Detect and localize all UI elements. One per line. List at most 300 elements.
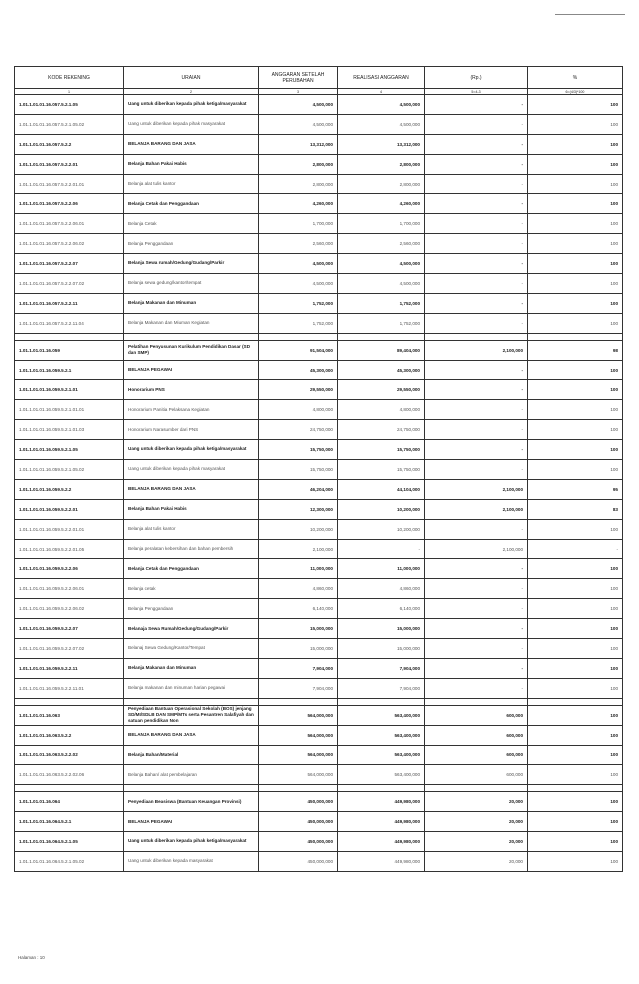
cell-kode: 1.01.1.01.01.16.063.5.2.2.02.06 <box>15 765 124 785</box>
table-row <box>15 519 623 539</box>
header-realisasi: REALISASI ANGGARAN <box>338 67 425 89</box>
cell-kode: 1.01.1.01.01.16.059.5.2.2.07.02 <box>15 639 124 659</box>
cell-anggaran: 4,500,000 <box>259 114 338 134</box>
cell-rp: - <box>425 174 528 194</box>
cell-realisasi: 7,904,000 <box>338 658 425 678</box>
cell-realisasi: 2,800,000 <box>338 174 425 194</box>
cell-anggaran: 1,700,000 <box>259 214 338 234</box>
cell-anggaran: 2,560,000 <box>259 234 338 254</box>
cell-uraian: Belanja Penggandaan <box>124 599 259 619</box>
cell-uraian: Belanja cetak <box>124 579 259 599</box>
cell-pct: 100 <box>528 725 623 745</box>
spacer-cell <box>259 785 338 792</box>
cell-realisasi: 4,800,000 <box>338 400 425 420</box>
budget-table <box>14 66 623 872</box>
cell-kode: 1.01.1.01.01.16.059.5.2.2.06.01 <box>15 579 124 599</box>
cell-realisasi: 563,400,000 <box>338 705 425 725</box>
spacer-cell <box>259 698 338 705</box>
cell-rp: 600,000 <box>425 725 528 745</box>
cell-realisasi: 4,500,000 <box>338 95 425 115</box>
cell-uraian: Belanja Cetak <box>124 214 259 234</box>
header-uraian: URAIAN <box>124 67 259 89</box>
cell-rp: 2,100,000 <box>425 340 528 360</box>
table-row <box>15 154 623 174</box>
cell-rp: - <box>425 400 528 420</box>
table-row <box>15 114 623 134</box>
cell-pct: 100 <box>528 234 623 254</box>
spacer-cell <box>124 333 259 340</box>
cell-anggaran: 450,000,000 <box>259 832 338 852</box>
cell-kode: 1.01.1.01.01.16.063.5.2.2 <box>15 725 124 745</box>
cell-rp: 2,100,000 <box>425 499 528 519</box>
spacer-row <box>15 698 623 705</box>
cell-uraian: Belanaj Sewa Gedung/Kantor/Tempat <box>124 639 259 659</box>
table-row <box>15 460 623 480</box>
cell-kode: 1.01.1.01.01.16.059.5.2.1.05.02 <box>15 460 124 480</box>
cell-realisasi: 449,980,000 <box>338 812 425 832</box>
cell-pct: 100 <box>528 360 623 380</box>
cell-uraian: Belanja Sewa rumah/Gedung/Gudang/Parkir <box>124 254 259 274</box>
cell-rp: 20,000 <box>425 851 528 871</box>
table-row <box>15 313 623 333</box>
cell-kode: 1.01.1.01.01.16.057.5.2.1.05.02 <box>15 114 124 134</box>
cell-rp: - <box>425 274 528 294</box>
cell-kode: 1.01.1.01.01.16.059.5.2.1.01 <box>15 380 124 400</box>
cell-anggaran: 46,204,000 <box>259 479 338 499</box>
cell-realisasi: 2,560,000 <box>338 234 425 254</box>
cell-kode: 1.01.1.01.01.16.057.5.2.2.06.01 <box>15 214 124 234</box>
cell-anggaran: 564,000,000 <box>259 765 338 785</box>
table-body <box>15 95 623 872</box>
cell-realisasi: - <box>338 539 425 559</box>
page-footer: Halaman : 10 <box>18 955 45 960</box>
cell-realisasi: 4,860,000 <box>338 579 425 599</box>
col-num-3: 3 <box>259 89 338 95</box>
cell-pct: 83 <box>528 499 623 519</box>
table-row <box>15 360 623 380</box>
cell-anggaran: 15,750,000 <box>259 460 338 480</box>
cell-anggaran: 2,100,000 <box>259 539 338 559</box>
cell-kode: 1.01.1.01.01.16.057.5.2.2.11 <box>15 293 124 313</box>
cell-anggaran: 13,312,000 <box>259 134 338 154</box>
spacer-cell <box>528 785 623 792</box>
cell-anggaran: 450,000,000 <box>259 792 338 812</box>
cell-pct: 100 <box>528 559 623 579</box>
cell-rp: - <box>425 134 528 154</box>
cell-rp: - <box>425 194 528 214</box>
table-row <box>15 479 623 499</box>
cell-realisasi: 44,104,000 <box>338 479 425 499</box>
cell-kode: 1.01.1.01.01.16.057.5.2.2.06.02 <box>15 234 124 254</box>
cell-uraian: Uang untuk diberikan kepada pihak ketiga/masyarakat <box>124 95 259 115</box>
cell-anggaran: 15,000,000 <box>259 639 338 659</box>
cell-kode: 1.01.1.01.01.16.059.5.2.2.11 <box>15 658 124 678</box>
spacer-cell <box>425 698 528 705</box>
cell-anggaran: 564,000,000 <box>259 745 338 765</box>
cell-kode: 1.01.1.01.01.16.059.5.2.1.01.01 <box>15 400 124 420</box>
cell-uraian: Belanaja Sewa Rumah/Gedung/Gudang/Parkir <box>124 619 259 639</box>
cell-uraian: BELANJA BARANG DAN JASA <box>124 725 259 745</box>
spacer-cell <box>124 698 259 705</box>
cell-realisasi: 6,140,000 <box>338 599 425 619</box>
cell-anggaran: 10,200,000 <box>259 519 338 539</box>
cell-realisasi: 89,404,000 <box>338 340 425 360</box>
cell-rp: - <box>425 214 528 234</box>
spacer-cell <box>338 785 425 792</box>
cell-pct: 100 <box>528 639 623 659</box>
table-row <box>15 678 623 698</box>
table-row <box>15 499 623 519</box>
cell-pct: 100 <box>528 745 623 765</box>
table-row <box>15 619 623 639</box>
cell-uraian: Pelatihan Penyusunan Kurikulum Pendidikan Dasar (SD dan SMP) <box>124 340 259 360</box>
cell-uraian: Belanja Bahan/Material <box>124 745 259 765</box>
spacer-cell <box>124 785 259 792</box>
table-row <box>15 234 623 254</box>
spacer-cell <box>259 333 338 340</box>
cell-pct: 100 <box>528 765 623 785</box>
cell-pct: 100 <box>528 134 623 154</box>
table-row <box>15 95 623 115</box>
table-row <box>15 579 623 599</box>
cell-pct: 100 <box>528 380 623 400</box>
cell-pct: 100 <box>528 420 623 440</box>
table-row <box>15 254 623 274</box>
cell-anggaran: 6,140,000 <box>259 599 338 619</box>
spacer-cell <box>528 333 623 340</box>
spacer-cell <box>338 698 425 705</box>
cell-rp: - <box>425 313 528 333</box>
cell-uraian: Belanja Cetak dan Penggandaan <box>124 559 259 579</box>
table-row <box>15 539 623 559</box>
col-num-6: 6=(4/3)*100 <box>528 89 623 95</box>
header-pct: % <box>528 67 623 89</box>
cell-realisasi: 15,000,000 <box>338 639 425 659</box>
col-num-1: 1 <box>15 89 124 95</box>
cell-rp: - <box>425 619 528 639</box>
cell-kode: 1.01.1.01.01.16.057.5.2.2.01.01 <box>15 174 124 194</box>
col-num-2: 2 <box>124 89 259 95</box>
cell-pct: 100 <box>528 95 623 115</box>
cell-anggaran: 45,300,000 <box>259 360 338 380</box>
cell-kode: 1.01.1.01.01.16.063.5.2.2.02 <box>15 745 124 765</box>
cell-uraian: Belanja sewa gedung/kantor/tempat <box>124 274 259 294</box>
cell-uraian: BELANJA PEGAWAI <box>124 812 259 832</box>
cell-realisasi: 24,750,000 <box>338 420 425 440</box>
table-row <box>15 194 623 214</box>
cell-kode: 1.01.1.01.01.16.059.5.2.2 <box>15 479 124 499</box>
cell-rp: - <box>425 559 528 579</box>
cell-anggaran: 4,800,000 <box>259 400 338 420</box>
header-row <box>15 67 623 89</box>
cell-pct: 100 <box>528 254 623 274</box>
cell-uraian: Belanja makanan dan minuman harian pegawai <box>124 678 259 698</box>
cell-pct: 100 <box>528 274 623 294</box>
cell-uraian: Uang untuk diberikan kepada pihak masyarakat <box>124 114 259 134</box>
cell-realisasi: 45,300,000 <box>338 360 425 380</box>
cell-realisasi: 7,904,000 <box>338 678 425 698</box>
cell-pct: 100 <box>528 619 623 639</box>
table-row <box>15 420 623 440</box>
cell-uraian: Honorarium PNS <box>124 380 259 400</box>
spacer-row <box>15 333 623 340</box>
top-rule <box>555 14 625 15</box>
cell-pct: 100 <box>528 658 623 678</box>
cell-rp: 2,100,000 <box>425 479 528 499</box>
table-row <box>15 214 623 234</box>
cell-realisasi: 10,200,000 <box>338 499 425 519</box>
spacer-cell <box>425 785 528 792</box>
table-row <box>15 599 623 619</box>
cell-rp: 20,000 <box>425 792 528 812</box>
cell-kode: 1.01.1.01.01.16.057.5.2.2.06 <box>15 194 124 214</box>
cell-pct: 100 <box>528 400 623 420</box>
table-row <box>15 639 623 659</box>
cell-kode: 1.01.1.01.01.16.057.5.2.1.05 <box>15 95 124 115</box>
cell-realisasi: 10,200,000 <box>338 519 425 539</box>
cell-kode: 1.01.1.01.01.16.059.5.2.2.01 <box>15 499 124 519</box>
cell-pct: 100 <box>528 519 623 539</box>
cell-uraian: BELANJA BARANG DAN JASA <box>124 134 259 154</box>
table-row <box>15 440 623 460</box>
table-row <box>15 832 623 852</box>
cell-realisasi: 563,400,000 <box>338 765 425 785</box>
table-row <box>15 725 623 745</box>
cell-rp: 20,000 <box>425 812 528 832</box>
cell-kode: 1.01.1.01.01.16.064.5.2.1 <box>15 812 124 832</box>
cell-anggaran: 29,550,000 <box>259 380 338 400</box>
table-row <box>15 792 623 812</box>
cell-anggaran: 450,000,000 <box>259 812 338 832</box>
cell-rp: - <box>425 579 528 599</box>
cell-kode: 1.01.1.01.01.16.059 <box>15 340 124 360</box>
cell-uraian: Penyediaan Bantuan Operasional Sekolah (BOS) jenjang SD/MI/SDLB DAN SMP/MTs serta Pesantren Salafiyah dan satuan pendidikan Non <box>124 705 259 725</box>
cell-rp: - <box>425 95 528 115</box>
cell-pct: 100 <box>528 214 623 234</box>
cell-realisasi: 449,980,000 <box>338 851 425 871</box>
cell-rp: - <box>425 293 528 313</box>
col-num-5: 5=4-3 <box>425 89 528 95</box>
table-row <box>15 174 623 194</box>
table-row <box>15 765 623 785</box>
cell-realisasi: 4,500,000 <box>338 274 425 294</box>
table-row <box>15 812 623 832</box>
table-row <box>15 559 623 579</box>
cell-kode: 1.01.1.01.01.16.057.5.2.2.11.04 <box>15 313 124 333</box>
table-row <box>15 658 623 678</box>
cell-rp: 20,000 <box>425 832 528 852</box>
cell-pct: 100 <box>528 440 623 460</box>
cell-rp: 600,000 <box>425 745 528 765</box>
cell-realisasi: 563,400,000 <box>338 745 425 765</box>
cell-realisasi: 449,980,000 <box>338 792 425 812</box>
cell-pct: 100 <box>528 293 623 313</box>
cell-rp: - <box>425 380 528 400</box>
table-row <box>15 400 623 420</box>
cell-uraian: Belanja Bahan Pakai Habis <box>124 154 259 174</box>
cell-rp: - <box>425 440 528 460</box>
cell-pct: 100 <box>528 792 623 812</box>
cell-rp: 600,000 <box>425 705 528 725</box>
cell-rp: - <box>425 460 528 480</box>
cell-anggaran: 24,750,000 <box>259 420 338 440</box>
cell-anggaran: 91,504,000 <box>259 340 338 360</box>
cell-kode: 1.01.1.01.01.16.059.5.2.2.01.01 <box>15 519 124 539</box>
cell-pct: - <box>528 539 623 559</box>
cell-kode: 1.01.1.01.01.16.063 <box>15 705 124 725</box>
cell-uraian: Belanja Makanan dan Miuman Kegiatan <box>124 313 259 333</box>
cell-uraian: Honorarium Narasumber dari PNS <box>124 420 259 440</box>
cell-realisasi: 1,700,000 <box>338 214 425 234</box>
cell-uraian: BELANJA BARANG DAN JASA <box>124 479 259 499</box>
table-row <box>15 745 623 765</box>
cell-pct: 100 <box>528 705 623 725</box>
cell-kode: 1.01.1.01.01.16.057.5.2.2.07 <box>15 254 124 274</box>
cell-kode: 1.01.1.01.01.16.064.5.2.1.05.02 <box>15 851 124 871</box>
cell-rp: - <box>425 154 528 174</box>
cell-uraian: Uang untuk diberikan kepada masyarakat <box>124 851 259 871</box>
table-row <box>15 380 623 400</box>
cell-anggaran: 1,752,000 <box>259 293 338 313</box>
cell-uraian: Belanja alat tulis kantor <box>124 174 259 194</box>
cell-kode: 1.01.1.01.01.16.059.5.2.1.05 <box>15 440 124 460</box>
spacer-cell <box>338 333 425 340</box>
header-kode: KODE REKENING <box>15 67 124 89</box>
cell-pct: 100 <box>528 851 623 871</box>
spacer-cell <box>15 785 124 792</box>
spacer-cell <box>15 333 124 340</box>
cell-anggaran: 1,752,000 <box>259 313 338 333</box>
cell-realisasi: 4,500,000 <box>338 254 425 274</box>
cell-kode: 1.01.1.01.01.16.059.5.2.2.07 <box>15 619 124 639</box>
cell-uraian: Uang untuk diberikan kepada pihak ketiga/masyarakat <box>124 440 259 460</box>
cell-kode: 1.01.1.01.01.16.057.5.2.2 <box>15 134 124 154</box>
cell-realisasi: 13,312,000 <box>338 134 425 154</box>
cell-uraian: Belanja Bahan/ alat pembelajaran <box>124 765 259 785</box>
cell-kode: 1.01.1.01.01.16.059.5.2.2.11.01 <box>15 678 124 698</box>
cell-anggaran: 4,500,000 <box>259 95 338 115</box>
cell-uraian: Belanja Makanan dan Minuman <box>124 658 259 678</box>
cell-pct: 100 <box>528 460 623 480</box>
table-row <box>15 134 623 154</box>
cell-pct: 100 <box>528 154 623 174</box>
cell-rp: 600,000 <box>425 765 528 785</box>
cell-rp: - <box>425 360 528 380</box>
cell-realisasi: 15,000,000 <box>338 619 425 639</box>
cell-realisasi: 563,400,000 <box>338 725 425 745</box>
cell-anggaran: 4,260,000 <box>259 194 338 214</box>
cell-uraian: Uang untuk diberikan kepada pihak masyarakat <box>124 460 259 480</box>
cell-uraian: Uang untuk diberikan kepada pihak ketiga/masyarakat <box>124 832 259 852</box>
cell-anggaran: 7,904,000 <box>259 658 338 678</box>
cell-anggaran: 4,860,000 <box>259 579 338 599</box>
cell-realisasi: 1,752,000 <box>338 293 425 313</box>
cell-kode: 1.01.1.01.01.16.059.5.2.1.01.03 <box>15 420 124 440</box>
cell-rp: - <box>425 234 528 254</box>
table-row <box>15 340 623 360</box>
cell-anggaran: 450,000,000 <box>259 851 338 871</box>
cell-uraian: Belanja Penggandaan <box>124 234 259 254</box>
cell-pct: 100 <box>528 194 623 214</box>
cell-pct: 100 <box>528 579 623 599</box>
cell-anggaran: 11,000,000 <box>259 559 338 579</box>
cell-rp: - <box>425 658 528 678</box>
cell-rp: - <box>425 639 528 659</box>
cell-pct: 98 <box>528 340 623 360</box>
cell-realisasi: 4,260,000 <box>338 194 425 214</box>
cell-rp: 2,100,000 <box>425 539 528 559</box>
cell-realisasi: 4,500,000 <box>338 114 425 134</box>
header-anggaran: ANGGARAN SETELAH PERUBAHAN <box>259 67 338 89</box>
cell-uraian: Penyediaan Beasiswa (Bantuan Keuangan Provinsi) <box>124 792 259 812</box>
cell-uraian: Belanja Makanan dan Minuman <box>124 293 259 313</box>
cell-anggaran: 15,000,000 <box>259 619 338 639</box>
cell-uraian: Honorarium Panitia Pelaksana Kegiatan <box>124 400 259 420</box>
header-rp: (Rp.) <box>425 67 528 89</box>
cell-pct: 100 <box>528 678 623 698</box>
cell-rp: - <box>425 254 528 274</box>
cell-realisasi: 2,800,000 <box>338 154 425 174</box>
spacer-cell <box>15 698 124 705</box>
cell-anggaran: 564,000,000 <box>259 705 338 725</box>
cell-rp: - <box>425 599 528 619</box>
table-row <box>15 851 623 871</box>
cell-kode: 1.01.1.01.01.16.057.5.2.2.07.02 <box>15 274 124 294</box>
cell-realisasi: 15,750,000 <box>338 440 425 460</box>
table-row <box>15 705 623 725</box>
cell-rp: - <box>425 114 528 134</box>
cell-uraian: Belanja peralatan kebersihan dan bahan pembersih <box>124 539 259 559</box>
cell-rp: - <box>425 519 528 539</box>
cell-anggaran: 2,800,000 <box>259 154 338 174</box>
cell-kode: 1.01.1.01.01.16.057.5.2.2.01 <box>15 154 124 174</box>
cell-anggaran: 2,800,000 <box>259 174 338 194</box>
cell-uraian: BELANJA PEGAWAI <box>124 360 259 380</box>
spacer-row <box>15 785 623 792</box>
cell-realisasi: 11,000,000 <box>338 559 425 579</box>
cell-pct: 95 <box>528 479 623 499</box>
cell-realisasi: 1,752,000 <box>338 313 425 333</box>
cell-uraian: Belanja alat tulis kantor <box>124 519 259 539</box>
cell-kode: 1.01.1.01.01.16.064.5.2.1.05 <box>15 832 124 852</box>
cell-anggaran: 564,000,000 <box>259 725 338 745</box>
cell-kode: 1.01.1.01.01.16.059.5.2.2.01.05 <box>15 539 124 559</box>
col-num-4: 4 <box>338 89 425 95</box>
spacer-cell <box>425 333 528 340</box>
cell-pct: 100 <box>528 812 623 832</box>
cell-anggaran: 4,500,000 <box>259 274 338 294</box>
cell-kode: 1.01.1.01.01.16.064 <box>15 792 124 812</box>
cell-kode: 1.01.1.01.01.16.059.5.2.1 <box>15 360 124 380</box>
cell-pct: 100 <box>528 313 623 333</box>
cell-rp: - <box>425 420 528 440</box>
cell-kode: 1.01.1.01.01.16.059.5.2.2.06 <box>15 559 124 579</box>
cell-realisasi: 29,550,000 <box>338 380 425 400</box>
cell-pct: 100 <box>528 832 623 852</box>
cell-anggaran: 15,750,000 <box>259 440 338 460</box>
spacer-cell <box>528 698 623 705</box>
cell-pct: 100 <box>528 174 623 194</box>
cell-anggaran: 12,300,000 <box>259 499 338 519</box>
cell-pct: 100 <box>528 599 623 619</box>
cell-rp: - <box>425 678 528 698</box>
cell-realisasi: 15,750,000 <box>338 460 425 480</box>
table-row <box>15 274 623 294</box>
cell-uraian: Belanja Bahan Pakai Habis <box>124 499 259 519</box>
table-row <box>15 293 623 313</box>
cell-uraian: Belanja Cetak dan Penggandaan <box>124 194 259 214</box>
cell-pct: 100 <box>528 114 623 134</box>
